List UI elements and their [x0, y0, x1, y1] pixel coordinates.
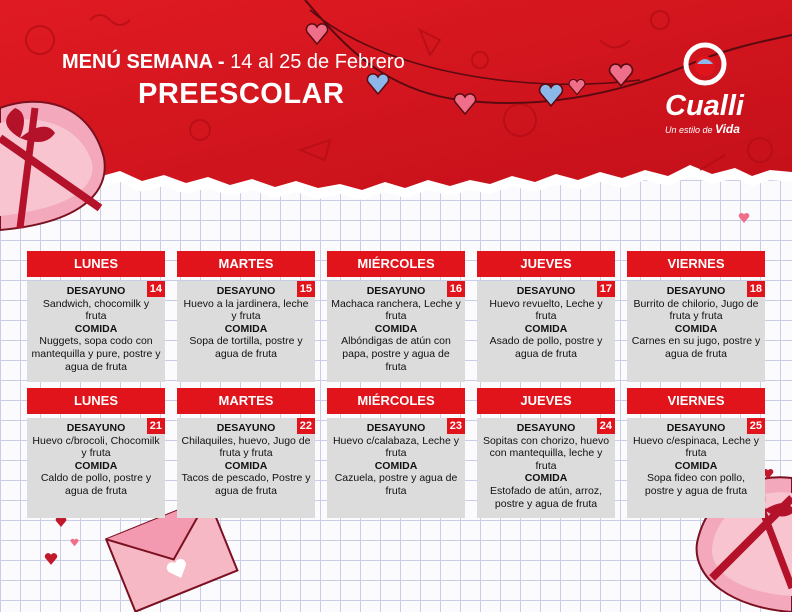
logo-tagline-prefix: Un estilo de	[665, 125, 716, 135]
lunch-text: Sopa fideo con pollo, postre y agua de fruta	[644, 472, 748, 497]
day-menu	[327, 418, 465, 518]
breakfast-label: DESAYUNO	[366, 422, 426, 434]
breakfast-text: Huevo a la jardinera, leche y fruta	[183, 297, 309, 323]
lunch-text: Sopa de tortilla, postre y agua de fruta	[189, 335, 303, 360]
day-menu	[477, 281, 615, 382]
day-name: MARTES	[177, 388, 315, 414]
logo-name: Cualli	[665, 90, 744, 122]
lunch-label: COMIDA	[524, 472, 568, 485]
breakfast-text: Huevo c/brocoli, Chocomilk y fruta	[32, 434, 160, 460]
day-menu	[177, 281, 315, 382]
day-name: MIÉRCOLES	[327, 251, 465, 277]
day-number: 15	[297, 281, 315, 297]
breakfast-label: DESAYUNO	[66, 285, 126, 297]
breakfast-text: Sandwich, chocomilk y fruta	[42, 297, 150, 323]
breakfast-label: DESAYUNO	[216, 422, 276, 434]
day-name: LUNES	[27, 388, 165, 414]
date-range: 14 al 25 de Febrero	[230, 51, 405, 73]
lunch-text: Estofado de atún, arroz, postre y agua de fruta	[489, 484, 603, 510]
breakfast-text: Machaca ranchera, Leche y fruta	[331, 297, 461, 323]
day-number: 17	[597, 281, 615, 297]
logo-tagline	[665, 122, 740, 136]
day-number: 25	[747, 418, 765, 434]
day-number: 21	[147, 418, 165, 434]
hanging-heart-icon	[453, 92, 477, 116]
page-subtitle: PREESCOLAR	[138, 78, 345, 110]
day-number: 23	[447, 418, 465, 434]
day-card-viernes-18	[627, 251, 765, 382]
breakfast-label: DESAYUNO	[366, 285, 426, 297]
cualli-logo	[655, 42, 755, 137]
breakfast-text: Burrito de chilorio, Jugo de fruta y fruta	[633, 297, 759, 323]
hanging-heart-icon	[366, 72, 390, 96]
small-heart-icon	[738, 212, 750, 224]
day-number: 14	[147, 281, 165, 297]
lunch-label: COMIDA	[74, 459, 118, 472]
lunch-text: Cazuela, postre y agua de fruta	[334, 472, 458, 497]
day-card-jueves-17	[477, 251, 615, 382]
logo-emblem-icon	[683, 42, 727, 86]
hanging-heart-icon	[305, 22, 329, 46]
day-card-martes-22	[177, 388, 315, 518]
gift-box-icon	[0, 98, 110, 233]
header-banner	[0, 0, 792, 200]
lunch-label: COMIDA	[224, 459, 268, 472]
breakfast-label: DESAYUNO	[666, 422, 726, 434]
day-name: MARTES	[177, 251, 315, 277]
breakfast-text: Sopitas con chorizo, huevo con mantequilla, leche y fruta	[482, 434, 610, 472]
day-name: LUNES	[27, 251, 165, 277]
day-card-jueves-24	[477, 388, 615, 518]
lunch-text: Asado de pollo, postre y agua de fruta	[489, 335, 603, 360]
small-heart-icon	[44, 552, 58, 566]
breakfast-label: DESAYUNO	[666, 285, 726, 297]
day-menu	[27, 281, 165, 382]
lunch-text: Nuggets, sopa codo con mantequilla y pure, postre y agua de fruta	[31, 335, 161, 373]
breakfast-label: DESAYUNO	[516, 422, 576, 434]
breakfast-text: Huevo revuelto, Leche y fruta	[489, 297, 603, 323]
logo-tagline-emphasis: Vida	[715, 122, 740, 136]
breakfast-text: Chilaquiles, huevo, Jugo de fruta y fruta	[181, 434, 311, 460]
lunch-text: Tacos de pescado, Postre y agua de fruta	[181, 472, 311, 497]
lunch-label: COMIDA	[374, 322, 418, 335]
day-menu	[27, 418, 165, 518]
lunch-text: Carnes en su jugo, postre y agua de fruta	[631, 335, 761, 360]
day-name: VIERNES	[627, 388, 765, 414]
day-menu	[627, 418, 765, 518]
lunch-text: Albóndigas de atún con papa, postre y agua de fruta	[341, 335, 451, 373]
hanging-heart-icon	[608, 62, 634, 88]
breakfast-label: DESAYUNO	[216, 285, 276, 297]
day-menu	[627, 281, 765, 382]
lunch-text: Caldo de pollo, postre y agua de fruta	[40, 472, 152, 497]
day-name: JUEVES	[477, 251, 615, 277]
hanging-heart-icon	[538, 82, 564, 108]
day-number: 24	[597, 418, 615, 434]
day-menu	[327, 281, 465, 382]
lunch-label: COMIDA	[674, 322, 718, 335]
lunch-label: COMIDA	[524, 322, 568, 335]
day-card-lunes-21	[27, 388, 165, 518]
day-card-miercoles-23	[327, 388, 465, 518]
day-card-miercoles-16	[327, 251, 465, 382]
day-card-martes-15	[177, 251, 315, 382]
day-name: MIÉRCOLES	[327, 388, 465, 414]
lunch-label: COMIDA	[374, 459, 418, 472]
lunch-label: COMIDA	[674, 459, 718, 472]
small-heart-icon	[70, 538, 79, 547]
breakfast-label: DESAYUNO	[66, 422, 126, 434]
menu-title	[62, 51, 405, 74]
day-name: JUEVES	[477, 388, 615, 414]
day-name: VIERNES	[627, 251, 765, 277]
hanging-heart-icon	[568, 78, 586, 96]
day-card-lunes-14	[27, 251, 165, 382]
lunch-label: COMIDA	[224, 322, 268, 335]
day-menu	[177, 418, 315, 518]
menu-label: MENÚ SEMANA -	[62, 51, 231, 73]
day-menu	[477, 418, 615, 518]
breakfast-text: Huevo c/calabaza, Leche y fruta	[332, 434, 460, 460]
lunch-label: COMIDA	[74, 322, 118, 335]
day-number: 16	[447, 281, 465, 297]
day-number: 22	[297, 418, 315, 434]
day-card-viernes-25	[627, 388, 765, 518]
breakfast-label: DESAYUNO	[516, 285, 576, 297]
day-number: 18	[747, 281, 765, 297]
breakfast-text: Huevo c/espinaca, Leche y fruta	[632, 434, 760, 460]
